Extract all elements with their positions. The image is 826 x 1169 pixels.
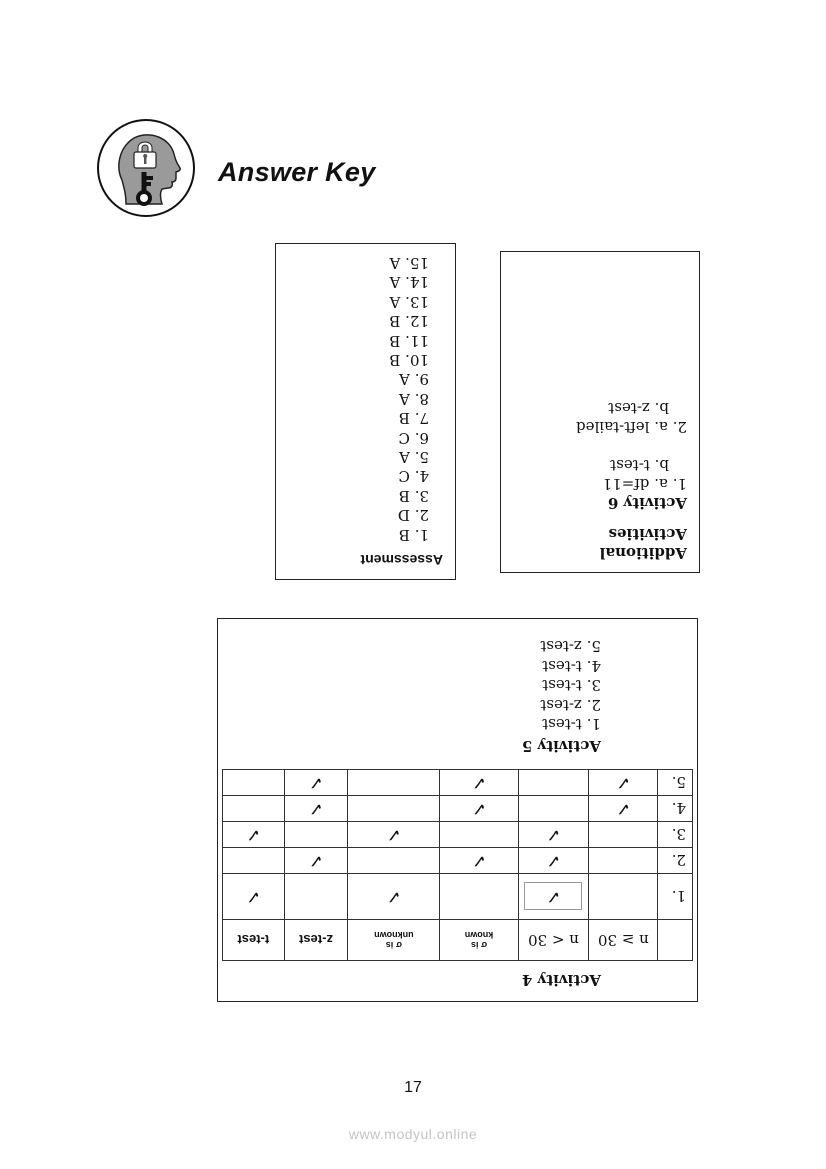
check-mark-icon: ✓ <box>471 798 487 819</box>
header-sigma-known: σ is known <box>440 920 518 961</box>
header-sigma-unknown: σ is unknown <box>348 920 440 961</box>
table-cell <box>348 848 440 874</box>
table-cell <box>440 822 518 848</box>
check-mark-icon: ✓ <box>471 850 487 871</box>
row-label: 5. <box>658 770 693 796</box>
table-cell <box>589 770 658 796</box>
activity4-table <box>222 769 693 961</box>
check-mark-icon: ✓ <box>245 886 261 907</box>
additional-heading-line2: Activities <box>608 525 687 543</box>
row-label: 1. <box>658 874 693 920</box>
table-cell <box>589 848 658 874</box>
table-cell <box>589 874 658 920</box>
assessment-answer: 2. D <box>397 506 429 525</box>
header-n-ge-30: n ≥ 30 <box>589 920 658 961</box>
table-cell <box>284 822 348 848</box>
check-mark-icon: ✓ <box>615 798 631 819</box>
activity5-answer: 1. t-test <box>542 715 601 734</box>
assessment-answer: 6. C <box>398 428 429 447</box>
table-cell <box>223 822 285 848</box>
table-row <box>223 822 693 848</box>
row-label: 3. <box>658 822 693 848</box>
table-cell <box>518 822 589 848</box>
table-cell <box>440 796 518 822</box>
check-mark-icon: ✓ <box>471 772 487 793</box>
assessment-answer: 7. B <box>398 409 429 428</box>
assessment-answer: 5. A <box>399 447 429 466</box>
header-z-test: z-test <box>284 920 348 961</box>
table-row <box>223 874 693 920</box>
assessment-answer: 15. A <box>389 253 429 272</box>
table-cell <box>348 796 440 822</box>
table-cell <box>440 848 518 874</box>
activity5-title: Activity 5 <box>521 737 601 755</box>
assessment-answer: 12. B <box>389 312 429 331</box>
table-cell <box>223 796 285 822</box>
table-cell <box>440 770 518 796</box>
page-number: 17 <box>404 1079 422 1096</box>
table-cell <box>348 874 440 920</box>
check-mark-icon: ✓ <box>545 824 562 845</box>
check-mark-icon: ✓ <box>308 772 324 793</box>
table-cell <box>518 770 589 796</box>
check-mark-icon: ✓ <box>386 886 402 907</box>
assessment-answer: 11. B <box>389 331 429 350</box>
assessment-answer: 14. A <box>389 273 429 292</box>
activity6-title: Activity 6 <box>607 494 687 512</box>
page-title: Answer Key <box>218 157 376 187</box>
table-cell <box>348 770 440 796</box>
table-cell <box>284 874 348 920</box>
table-cell <box>223 770 285 796</box>
table-cell <box>440 874 518 920</box>
additional-heading-line1: Additional <box>599 544 687 562</box>
table-cell <box>284 796 348 822</box>
activity-4-5-box <box>217 618 698 1002</box>
additional-activities-box <box>500 251 700 573</box>
item-number: 1. <box>672 475 687 493</box>
activity5-answer: 5. z-test <box>540 637 601 656</box>
item-part-b: b. t-test <box>610 456 669 474</box>
check-mark-icon: ✓ <box>308 850 324 871</box>
table-row <box>223 770 693 796</box>
table-cell <box>518 874 589 920</box>
table-cell <box>284 848 348 874</box>
assessment-answer: 1. B <box>398 525 429 544</box>
table-cell <box>589 822 658 848</box>
activity5-section <box>222 636 601 755</box>
assessment-answer: 3. B <box>398 486 429 505</box>
check-mark-icon: ✓ <box>545 850 562 871</box>
table-row <box>223 848 693 874</box>
assessment-answer-list <box>288 253 443 544</box>
activity4-title: Activity 4 <box>521 971 601 989</box>
check-mark-icon: ✓ <box>524 883 582 911</box>
check-mark-icon: ✓ <box>245 824 261 845</box>
assessment-box <box>275 243 456 580</box>
check-mark-icon: ✓ <box>308 798 324 819</box>
assessment-answer: 8. A <box>399 389 429 408</box>
header-t-test: t-test <box>223 920 285 961</box>
activity5-answer: 2. z-test <box>540 696 601 714</box>
table-row <box>223 796 693 822</box>
table-cell <box>284 770 348 796</box>
check-mark-icon: ✓ <box>615 772 631 793</box>
assessment-answer: 13. A <box>389 292 429 311</box>
table-cell <box>348 822 440 848</box>
assessment-heading: Assessment <box>360 552 443 568</box>
header-n-lt-30: n < 30 <box>518 920 589 961</box>
table-cell <box>223 848 285 874</box>
activity6-item <box>513 417 687 436</box>
assessment-answer: 4. C <box>398 467 429 486</box>
watermark: www.modyul.online <box>348 1126 478 1142</box>
assessment-answer: 9. A <box>399 370 429 389</box>
row-label: 4. <box>658 796 693 822</box>
activity5-answer-list <box>222 636 601 734</box>
item-part-a: a. df=11 <box>602 475 668 493</box>
activity5-answer: 3. t-test <box>542 676 601 695</box>
table-cell <box>518 796 589 822</box>
assessment-answer: 10. B <box>389 350 429 369</box>
item-part-a: a. left-tailed <box>576 418 668 436</box>
item-number: 2. <box>672 418 687 436</box>
activity5-answer: 4. t-test <box>542 657 601 675</box>
item-part-b: b. z-test <box>608 399 669 417</box>
check-mark-icon: ✓ <box>386 824 402 845</box>
table-cell <box>589 796 658 822</box>
activity6-item <box>513 474 687 493</box>
table-cell <box>518 848 589 874</box>
row-label: 2. <box>658 848 693 874</box>
head-padlock-key-icon <box>96 118 196 218</box>
table-cell <box>223 874 285 920</box>
